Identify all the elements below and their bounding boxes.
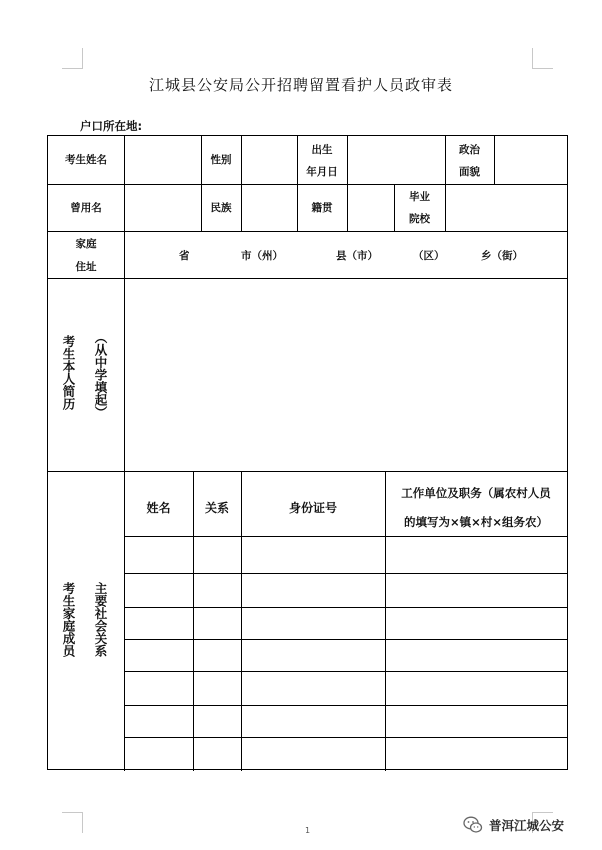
crop-mark-bottom-left [62, 812, 83, 833]
addr-district: （区） [413, 250, 445, 262]
header-work-line2: 的填写为×镇×村×组务农） [404, 515, 548, 529]
label-birth-line1: 出生 [311, 144, 333, 156]
label-address-line2: 住址 [75, 261, 97, 273]
addr-township: 乡（街） [481, 250, 523, 262]
wechat-icon [462, 814, 484, 836]
crop-mark-top-right [532, 48, 553, 69]
label-birth-line2: 年月日 [306, 166, 338, 178]
addr-city: 市（州） [241, 250, 283, 262]
watermark-text: 普洱江城公安 [489, 818, 565, 833]
resume-note: （从中学填起） [93, 331, 108, 419]
col-divider [445, 184, 446, 231]
row-divider [48, 471, 567, 472]
label-ethnicity: 民族 [210, 202, 232, 214]
header-relation: 关系 [204, 501, 229, 515]
col-divider [241, 136, 242, 231]
label-former-name: 曾用名 [70, 202, 102, 214]
label-school-line2: 院校 [409, 213, 430, 225]
family-members-label: 考生家庭成员 [61, 582, 76, 657]
header-id-number: 身份证号 [288, 501, 337, 515]
row-divider [124, 607, 567, 608]
row-divider [48, 278, 567, 279]
crop-mark-top-left [62, 48, 83, 69]
col-divider [494, 136, 495, 184]
addr-county: 县（市） [336, 250, 378, 262]
review-table [47, 135, 568, 770]
page-number: 1 [305, 826, 311, 835]
resume-label: 考生本人简历 [61, 335, 76, 410]
label-school-line1: 毕业 [409, 191, 430, 203]
form-title: 江城县公安局公开招聘留置看护人员政审表 [148, 76, 453, 94]
watermark [462, 814, 564, 836]
row-divider [48, 184, 567, 185]
label-political-line2: 面貌 [459, 166, 480, 178]
header-name: 姓名 [146, 501, 171, 515]
row-divider [124, 737, 567, 738]
row-divider [124, 639, 567, 640]
row-divider [124, 705, 567, 706]
row-divider [124, 536, 567, 537]
addr-province: 省 [179, 250, 190, 262]
hukou-label: 户口所在地: [80, 119, 143, 133]
label-political-line1: 政治 [459, 144, 480, 156]
row-divider [124, 671, 567, 672]
col-divider [347, 136, 348, 231]
row-divider [48, 231, 567, 232]
label-applicant-name: 考生姓名 [65, 154, 107, 166]
label-native-place: 籍贯 [311, 202, 333, 214]
label-gender: 性别 [210, 154, 232, 166]
header-work-line1: 工作单位及职务（属农村人员 [401, 486, 551, 500]
label-address-line1: 家庭 [75, 238, 97, 250]
row-divider [124, 573, 567, 574]
col-divider [124, 136, 125, 231]
social-relations-label: 主要社会关系 [93, 582, 108, 657]
